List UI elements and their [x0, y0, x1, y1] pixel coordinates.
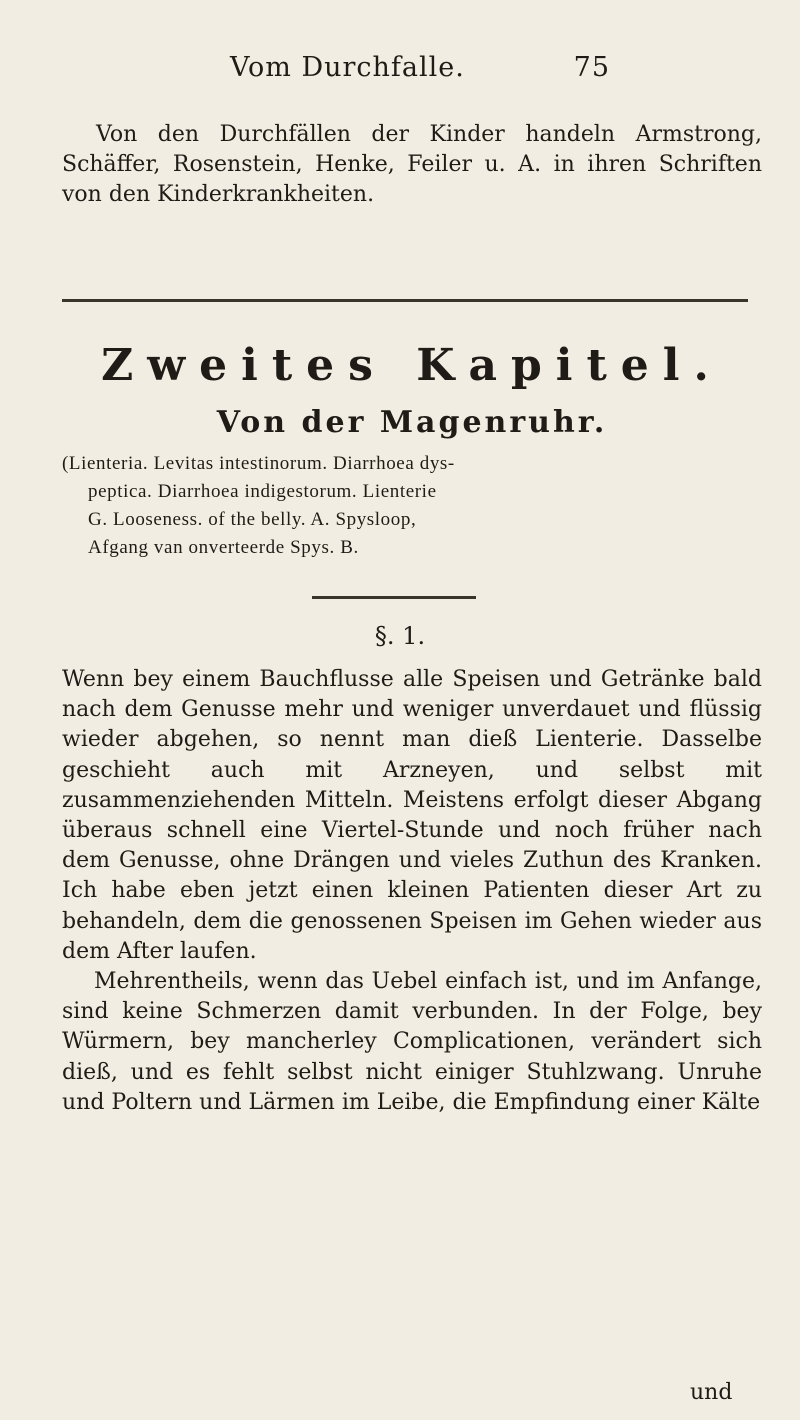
- chapter-title: Zweites Kapitel.: [101, 340, 723, 391]
- body-paragraph: Wenn bey einem Bauchflusse alle Speisen und Getränke bald nach dem Genusse mehr und weniger unverdauet und flüssig wieder abgehen, so nennt man dieß Lienterie. Dasselbe geschieht auch mit Arzneyen, und selbst mit zusammenziehenden Mitteln. Meistens erfolgt dieser Abgang überaus schnell eine Viertel-Stunde und noch früher nach dem Genusse, ohne Drängen und vieles Zuthun des Kranken. Ich habe eben jetzt einen kleinen Patienten dieser Art zu behandeln, dem die genossenen Speisen im Gehen wieder aus dem After laufen.: [62, 667, 762, 964]
- page-number: 75: [573, 52, 610, 83]
- body-paragraph: Mehrentheils, wenn das Uebel einfach ist, und im Anfange, sind keine Schmerzen damit verbunden. In der Folge, bey Würmern, bey mancherley Complicationen, verändert sich dieß, und es fehlt selbst nicht einiger Stuhlzwang. Unruhe und Poltern und Lärmen im Leibe, die Empfindung einer Kälte: [62, 969, 762, 1115]
- section-divider: [62, 299, 748, 302]
- intro-paragraph: Von den Durchfällen der Kinder handeln Armstrong, Schäffer, Rosenstein, Henke, Feiler u. A. in ihren Schriften von den Kinderkrankheiten.: [62, 122, 762, 207]
- synonyms-block: [62, 450, 762, 562]
- catchword: und: [690, 1380, 733, 1405]
- synonym-line: G. Looseness. of the belly. A. Spysloop,: [88, 509, 417, 530]
- running-title: Vom Durchfalle.: [230, 52, 465, 83]
- body-text: [62, 665, 762, 1118]
- chapter-subtitle: Von der Magenruhr.: [216, 405, 608, 440]
- synonym-line: Afgang van onverteerde Spys. B.: [88, 537, 359, 558]
- section-number: §. 1.: [374, 622, 426, 650]
- synonym-line: (Lienteria. Levitas intestinorum. Diarrhoea dys-: [62, 453, 455, 474]
- short-divider: [312, 596, 476, 599]
- synonym-line: peptica. Diarrhoea indigestorum. Lienterie: [88, 481, 437, 502]
